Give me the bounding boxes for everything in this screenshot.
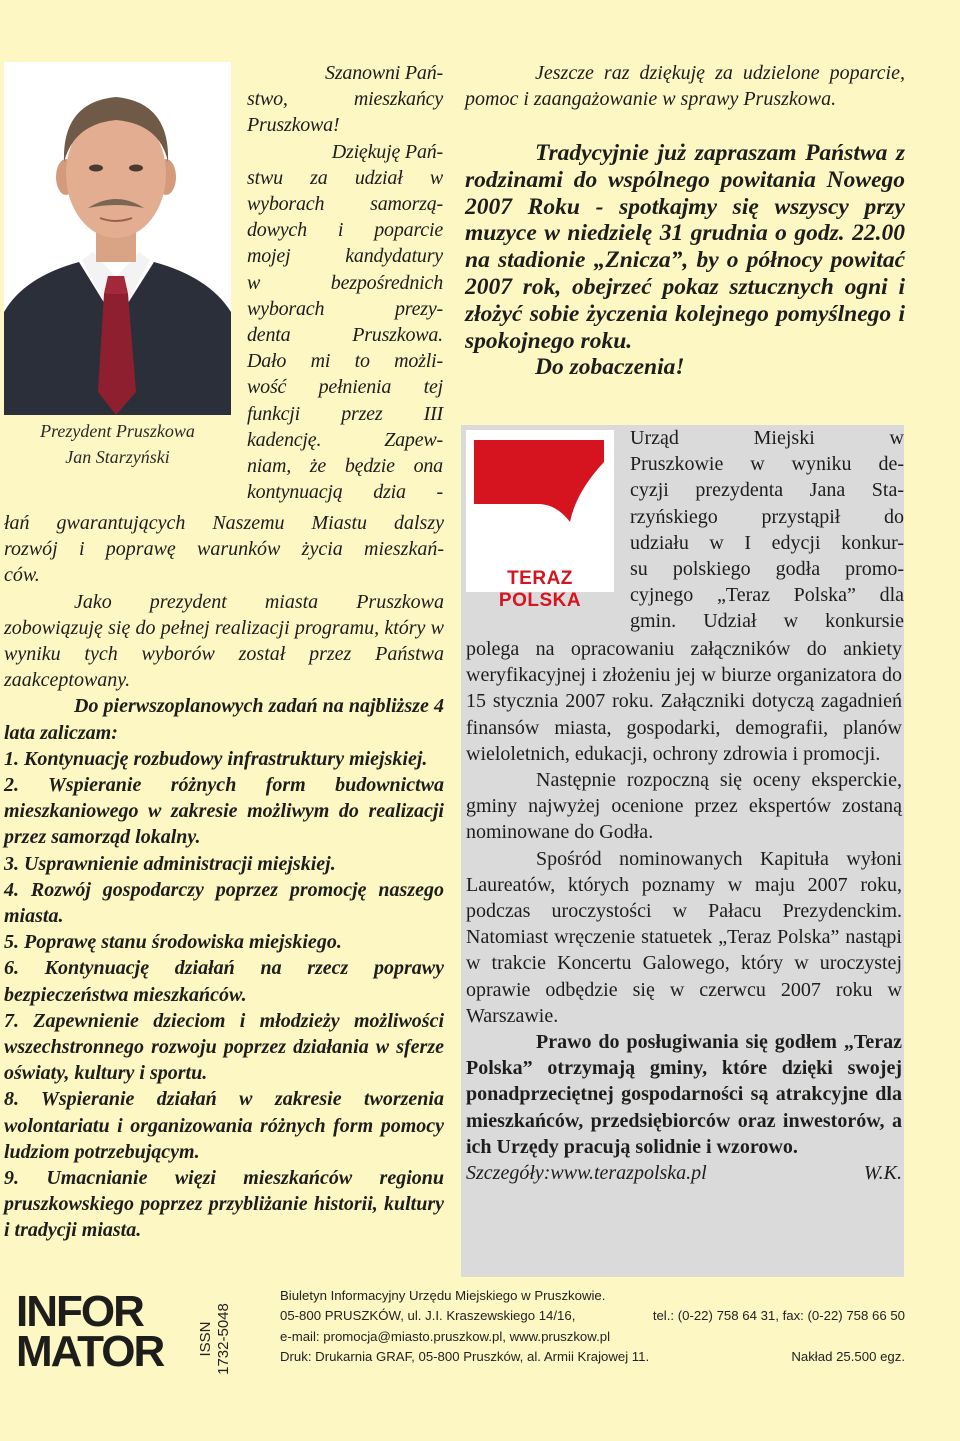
- task-item: 1. Kontynuację rozbudowy infrastruktury miejskiej.: [4, 747, 428, 770]
- logo-bottom: MATOR: [16, 1327, 164, 1376]
- greeting-line: Pruszkowa!: [247, 114, 340, 137]
- greeting-line: Szanowni Pań-: [325, 62, 443, 84]
- issn-number: 1732-5048: [215, 1303, 232, 1375]
- contest-line: su polskiego godła promo-: [630, 558, 904, 581]
- mayor-photo: [4, 62, 231, 415]
- contest-line: cyjnego „Teraz Polska” dla: [630, 584, 904, 607]
- rights-paragraph: Prawo do posługiwania się godłem „Teraz Polska” otrzymają gminy, które dzięki swojej ponadprzeciętnej gospodarności są atrakcyjne dla mieszkańców, przedsiębiorców oraz inwestorów, a ich Urzędy pracują solidnie i wzorowo.: [466, 1031, 902, 1158]
- footer-print-row: [280, 1347, 905, 1367]
- greeting-line: denta Pruszkowa.: [247, 324, 443, 347]
- greeting-line: wość pełnienia tej: [247, 376, 443, 399]
- laureates-paragraph: Spośród nominowanych Kapituła wyłoni Laureatów, których poznamy w maju 2007 roku, podczas uroczystości w Pałacu Prezydenckim. Natomiast wręczenie statuetek „Teraz Polska” nastąpi w trakcie Koncertu Galowego, który w uroczystej oprawie odbędzie się w czerwcu 2007 roku w Warszawie.: [466, 847, 902, 1027]
- teraz-polska-logo: [466, 430, 614, 611]
- task-item: 8. Wspieranie działań w zakresie tworzenia wolontariatu i organizowania różnych form pomocy ludziom potrzebującym.: [4, 1088, 444, 1163]
- body-line: łań gwarantujących Naszemu Miastu dalszy: [4, 512, 444, 534]
- contest-paragraph: polega na opracowaniu załączników do ankiety weryfikacyjnej i złożeniu jej w biurze organizatora do 15 stycznia 2007 roku. Załączniki dotyczą zagadnień finansów miasta, gospodarki, demografii, planów wieloletnich, edukacji, ochrony zdrowia i promocji.: [466, 638, 902, 765]
- thanks-paragraph: Jeszcze raz dziękuję za udzielone poparcie, pomoc i zaangażowanie w sprawy Pruszkowa.: [465, 62, 905, 111]
- footer-contact[interactable]: e-mail: promocja@miasto.pruszkow.pl, www.pruszkow.pl: [280, 1328, 610, 1344]
- greeting-line: stwu za udział w: [247, 166, 443, 189]
- footer-line: Biuletyn Informacyjny Urzędu Miejskiego w Pruszkowie.: [280, 1288, 606, 1303]
- greeting-line: mojej kandydatury: [247, 245, 443, 268]
- publication-info: [280, 1286, 905, 1368]
- task-item: 5. Poprawę stanu środowiska miejskiego.: [4, 931, 342, 954]
- issn-label: ISSN: [197, 1321, 214, 1357]
- task-item: 3. Usprawnienie administracji miejskiej.: [4, 852, 336, 875]
- contest-line: rzyńskiego przystąpił do: [630, 505, 904, 528]
- footer-printer: Druk: Drukarnia GRAF, 05-800 Pruszków, al. Armii Krajowej 11.: [280, 1349, 650, 1365]
- contest-line: Urząd Miejski w: [630, 427, 904, 449]
- evaluation-paragraph: Następnie rozpoczną się oceny eksperckie, gminy najwyżej ocenione przez ekspertów zostaną nominowane do Godła.: [466, 769, 902, 844]
- signature-row: [466, 1160, 902, 1186]
- contest-line: Pruszkowie w wyniku de-: [630, 453, 904, 476]
- greeting-line: stwo, mieszkańcy: [247, 88, 443, 111]
- greeting-line: niam, że będzie ona: [247, 455, 443, 478]
- contest-intro: [630, 425, 904, 635]
- details-link[interactable]: Szczegóły:www.terazpolska.pl: [466, 1162, 707, 1185]
- left-column-body: [4, 510, 444, 1244]
- tasks-intro: Do pierwszoplanowych zadań na najbliższe 4 lata zaliczam:: [4, 695, 444, 744]
- task-item: 4. Rozwój gospodarczy poprzez promocję naszego miasta.: [4, 878, 444, 928]
- informator-logo: [16, 1287, 186, 1376]
- new-year-invitation: [465, 140, 905, 381]
- contest-line: udziału w I edycji konkur-: [630, 531, 904, 554]
- caption-name: Jan Starzyński: [65, 447, 170, 467]
- footer-circulation: Nakład 25.500 egz.: [791, 1349, 905, 1365]
- see-you-text: Do zobaczenia!: [535, 354, 685, 381]
- author-initials: W.K.: [863, 1162, 902, 1185]
- greeting-line: w bezpośrednich: [247, 271, 443, 294]
- body-line: ców.: [4, 564, 40, 587]
- logo-text: TERAZ POLSKA: [498, 568, 582, 611]
- greeting-line: wyborach prezy-: [247, 297, 443, 320]
- invitation-text: Tradycyjnie już zapraszam Państwa z rodzinami do wspólnego powitania Nowego 2007 Roku - spotkajmy się wszyscy przy muzyce w niedzielę 31 grudnia o godz. 22.00 na stadionie „Znicza”, by o północy powitać 2007 rok, obejrzeć pokaz sztucznych ogni i złożyć sobie życzenia kolejnego pomyślnego i spokojnego roku.: [465, 140, 905, 354]
- footer-phone: tel.: (0-22) 758 64 31, fax: (0-22) 758 66 50: [652, 1308, 905, 1324]
- greeting-line: funkcji przez III: [247, 402, 443, 425]
- footer-address-row: [280, 1306, 905, 1326]
- contest-line: cyzji prezydenta Jana Sta-: [630, 479, 904, 502]
- body-line: rozwój i poprawę warunków życia mieszkań-: [4, 538, 444, 561]
- footer-address: 05-800 PRUSZKÓW, ul. J.I. Kraszewskiego 14/16,: [280, 1308, 576, 1324]
- task-item: 6. Kontynuację działań na rzecz poprawy bezpieczeństwa mieszkańców.: [4, 957, 444, 1006]
- logo-top: INFOR: [16, 1287, 143, 1336]
- pledge-paragraph: Jako prezydent miasta Pruszkowa zobowiązuję się do pełnej realizacji programu, który w wyniku tych wyborów został przez Państwa zaakceptowany.: [4, 590, 444, 692]
- greeting-line: dowych i poparcie: [247, 219, 443, 242]
- task-item: 9. Umacnianie więzi mieszkańców regionu pruszkowskiego poprzez przybliżanie historii, kultury i tradycji miasta.: [4, 1167, 444, 1242]
- greeting-line: Dało mi to możli-: [247, 350, 443, 373]
- contest-body: [466, 636, 902, 1186]
- caption-role: Prezydent Pruszkowa: [40, 421, 195, 441]
- photo-caption: [4, 418, 231, 470]
- greeting-line: Dziękuję Pań-: [331, 140, 443, 163]
- greeting-text: [247, 60, 443, 505]
- greeting-line: kadencję. Zapew-: [247, 428, 443, 451]
- greeting-line: kontynuacją dzia -: [247, 481, 443, 504]
- issn-block: [192, 1285, 238, 1379]
- greeting-line: wyborach samorzą-: [247, 193, 443, 216]
- task-item: 2. Wspieranie różnych form budownictwa mieszkaniowego w zakresie możliwym do realizacji przez samorząd lokalny.: [4, 774, 444, 849]
- contest-line: gmin. Udział w konkursie: [630, 610, 904, 633]
- task-item: 7. Zapewnienie dzieciom i młodzieży możliwości wszechstronnego rozwoju poprzez działania w sferze oświaty, kultury i sportu.: [4, 1009, 444, 1085]
